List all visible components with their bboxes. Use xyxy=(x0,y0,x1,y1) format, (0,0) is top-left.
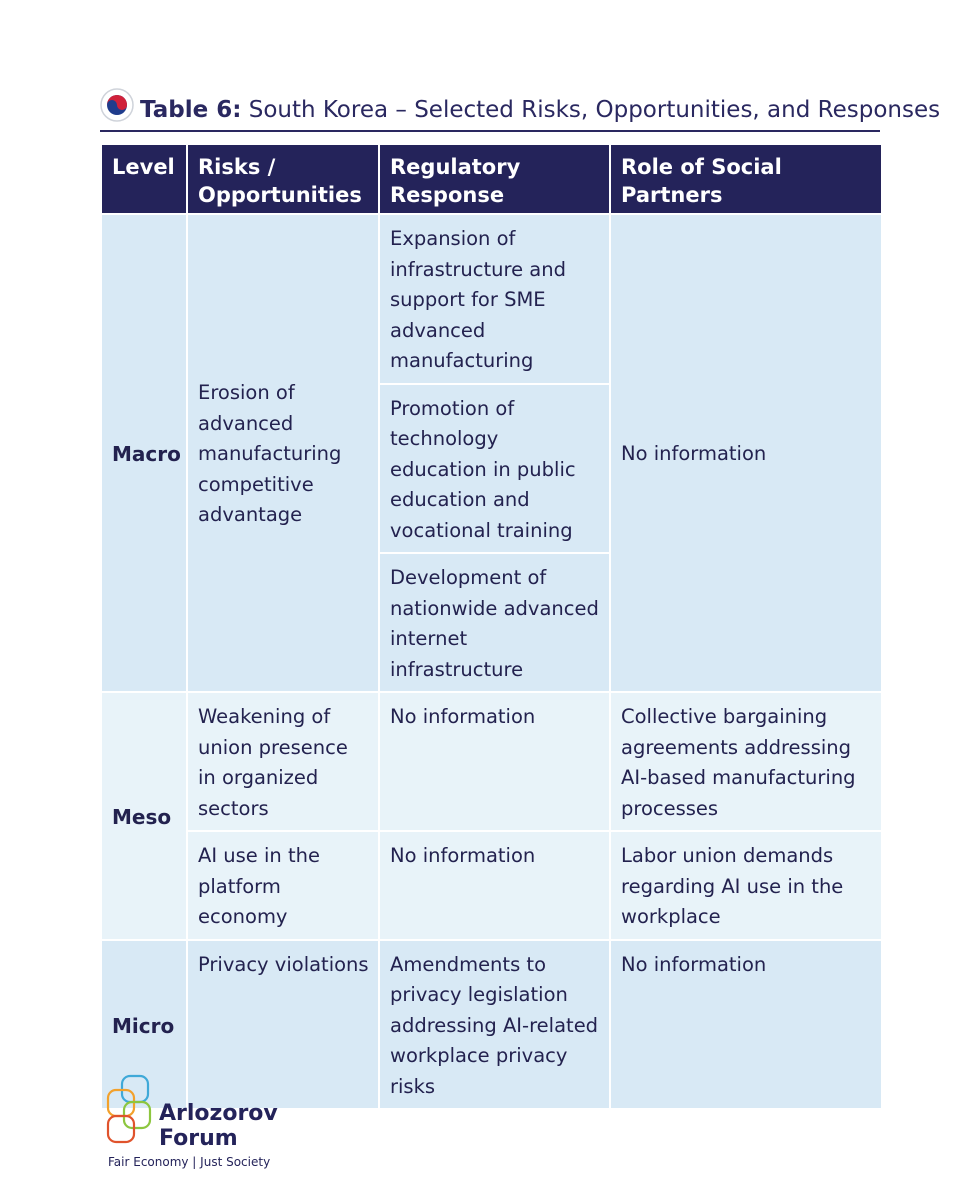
level-meso: Meso xyxy=(101,692,187,940)
macro-response-3: Development of nationwide advanced internet infrastructure xyxy=(379,553,610,692)
meso-risk-1: Weakening of union presence in organized sectors xyxy=(187,692,379,831)
logo-name-line-1: Arlozorov xyxy=(159,1101,278,1126)
logo-name xyxy=(159,1101,278,1151)
header-social: Role of Social Partners xyxy=(610,144,882,214)
micro-response: Amendments to privacy legislation addressing AI-related workplace privacy risks xyxy=(379,940,610,1110)
header-level: Level xyxy=(101,144,187,214)
macro-social: No information xyxy=(610,214,882,692)
logo-name-line-2: Forum xyxy=(159,1126,238,1151)
meso-social-1: Collective bargaining agreements addressing AI-based manufacturing processes xyxy=(610,692,882,831)
meso-social-2: Labor union demands regarding AI use in the workplace xyxy=(610,831,882,940)
header-regulatory: Regulatory Response xyxy=(379,144,610,214)
table-title-text: South Korea – Selected Risks, Opportunities, and Responses xyxy=(248,97,941,123)
table-title-label: Table 6: xyxy=(140,97,242,123)
table-row-macro xyxy=(101,214,882,384)
table-row-micro xyxy=(101,940,882,1110)
logo-tagline: Fair Economy | Just Society xyxy=(108,1155,271,1169)
table-row-meso xyxy=(101,692,882,831)
macro-response-2: Promotion of technology education in public education and vocational training xyxy=(379,384,610,554)
table-title xyxy=(140,96,940,124)
micro-social: No information xyxy=(610,940,882,1110)
macro-risk: Erosion of advanced manufacturing competitive advantage xyxy=(187,214,379,692)
meso-response-2: No information xyxy=(379,831,610,940)
table-title-bar xyxy=(100,88,941,132)
arlozorov-forum-logo-icon xyxy=(102,1072,162,1156)
table-header-row xyxy=(101,144,882,214)
table-row-meso-2 xyxy=(101,831,882,940)
meso-response-1: No information xyxy=(379,692,610,831)
level-micro: Micro xyxy=(101,940,187,1110)
header-risks: Risks / Opportunities xyxy=(187,144,379,214)
level-macro: Macro xyxy=(101,214,187,692)
macro-response-1: Expansion of infrastructure and support for SME advanced manufacturing xyxy=(379,214,610,384)
risks-table xyxy=(100,143,883,1110)
meso-risk-2: AI use in the platform economy xyxy=(187,831,379,940)
south-korea-flag-icon xyxy=(100,88,134,122)
micro-risk: Privacy violations xyxy=(187,940,379,1110)
